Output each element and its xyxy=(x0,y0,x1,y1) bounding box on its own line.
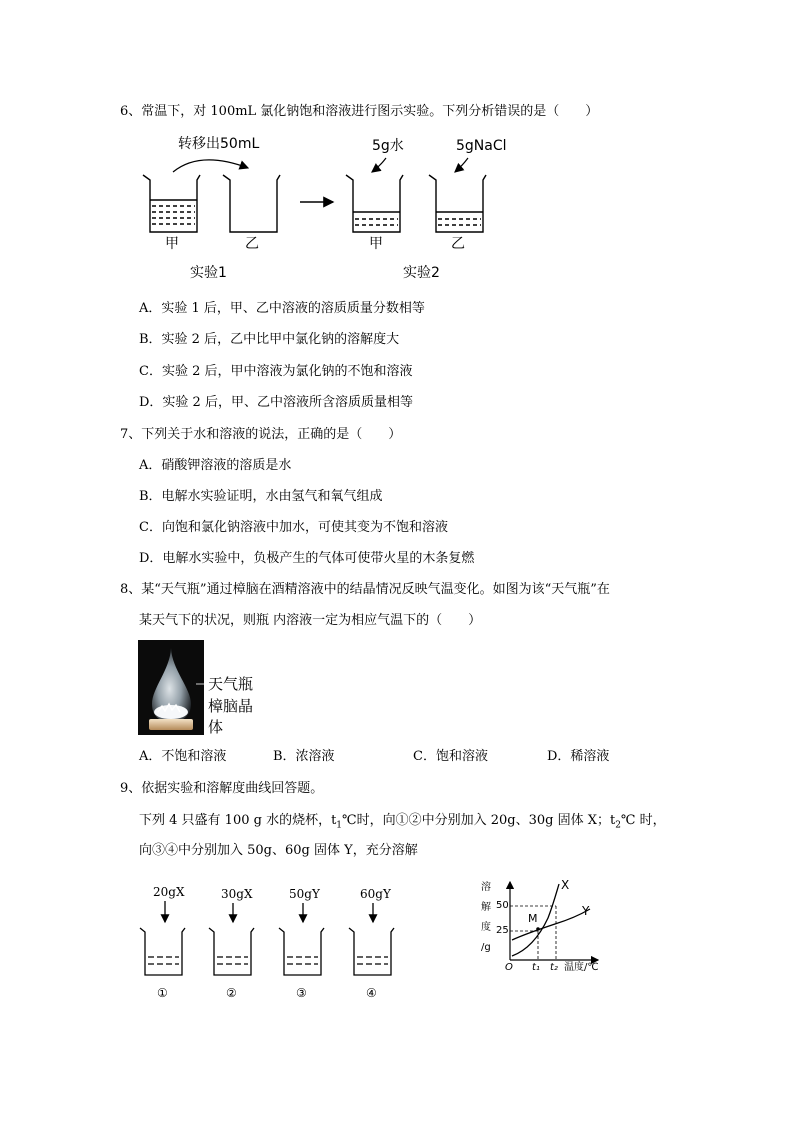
nacl-label: 5gNaCl xyxy=(456,138,507,154)
q9-line3: 向③④中分别加入 50g、60g 固体 Y，充分溶解 xyxy=(139,843,418,858)
beaker-4-num: ④ xyxy=(366,986,377,1000)
water-arrow xyxy=(372,158,386,172)
beaker-1-label: 20gX xyxy=(153,885,185,899)
point-m-label: M xyxy=(528,912,538,925)
curve-x-label: X xyxy=(561,878,570,892)
q7-option-d: D．电解水实验中，负极产生的气体可使带火星的木条复燃 xyxy=(139,551,475,566)
transfer-label: 转移出50mL xyxy=(178,136,260,152)
exp1-caption: 实验1 xyxy=(190,265,227,281)
q8-stem-line1: 8、某“天气瓶”通过樟脑在酒精溶液中的结晶情况反映气温变化。如图为该“天气瓶”在 xyxy=(120,582,610,597)
exp2-caption: 实验2 xyxy=(403,265,440,281)
exp1-beaker-yi xyxy=(223,175,280,232)
exp2-beaker-jia xyxy=(346,175,403,232)
exp2-beaker-yi xyxy=(429,175,486,232)
beaker-4-label: 60gY xyxy=(360,887,391,901)
t1-label: t₁ xyxy=(532,962,540,973)
q9-stem: 9、依据实验和溶解度曲线回答题。 xyxy=(120,781,324,796)
photo-label-crystal: 樟脑晶 xyxy=(208,697,254,715)
q8-option-a: A．不饱和溶液 xyxy=(139,749,227,764)
photo-label-bottle: 天气瓶 xyxy=(208,675,254,693)
curve-y-label: Y xyxy=(582,904,590,918)
q8-option-b: B．浓溶液 xyxy=(273,749,335,764)
y-label-1: 溶 xyxy=(481,882,491,893)
q6-option-d: D．实验 2 后，甲、乙中溶液所含溶质质量相等 xyxy=(139,395,413,410)
exp1-yi-label: 乙 xyxy=(245,236,259,252)
y-tick-25: 25 xyxy=(496,925,509,936)
beaker-2-num: ② xyxy=(226,986,237,1000)
y-label-2: 解 xyxy=(481,902,491,913)
beaker-2-label: 30gX xyxy=(221,887,253,901)
q8-option-c: C．饱和溶液 xyxy=(413,749,488,764)
exp1-beaker-jia xyxy=(143,175,200,232)
q9-line2: 下列 4 只盛有 100 g 水的烧杯，$t_1℃$时，向①②中分别加入 20g、30g 固体 X；$t_2℃$ 时， xyxy=(139,813,666,831)
x-axis-label: 温度/℃ xyxy=(564,962,599,973)
origin-label: O xyxy=(505,962,513,973)
beaker-3-num: ③ xyxy=(296,986,307,1000)
transfer-arrow xyxy=(173,160,248,172)
q6-option-b: B．实验 2 后，乙中比甲中氯化钠的溶解度大 xyxy=(139,332,400,347)
nacl-arrow xyxy=(455,158,468,172)
q6-stem: 6、常温下，对 100mL 氯化钠饱和溶液进行图示实验。下列分析错误的是（ ） xyxy=(120,104,599,119)
q6-option-c: C．实验 2 后，甲中溶液为氯化钠的不饱和溶液 xyxy=(139,364,413,379)
q7-option-a: A．硝酸钾溶液的溶质是水 xyxy=(139,458,292,473)
beaker-1-num: ① xyxy=(157,986,168,1000)
beaker-3-label: 50gY xyxy=(289,887,320,901)
q8-stem-line2: 某天气下的状况，则瓶 内溶液一定为相应气温下的（ ） xyxy=(139,613,482,628)
q7-option-b: B．电解水实验证明，水由氢气和氧气组成 xyxy=(139,489,383,504)
q7-stem: 7、下列关于水和溶液的说法，正确的是（ ） xyxy=(120,427,402,442)
y-tick-50: 50 xyxy=(496,900,509,911)
photo-label-crystal-cont: 体 xyxy=(208,718,224,736)
q7-option-c: C．向饱和氯化钠溶液中加水，可使其变为不饱和溶液 xyxy=(139,520,448,535)
y-label-4: /g xyxy=(481,942,491,953)
exp2-jia-label: 甲 xyxy=(369,236,383,252)
water-label: 5g水 xyxy=(372,138,404,154)
exp1-jia-label: 甲 xyxy=(165,236,179,252)
y-label-3: 度 xyxy=(481,922,491,933)
q6-option-a: A．实验 1 后，甲、乙中溶液的溶质质量分数相等 xyxy=(139,301,425,316)
exp2-yi-label: 乙 xyxy=(451,236,465,252)
q8-option-d: D．稀溶液 xyxy=(547,749,610,764)
t2-label: t₂ xyxy=(550,962,558,973)
